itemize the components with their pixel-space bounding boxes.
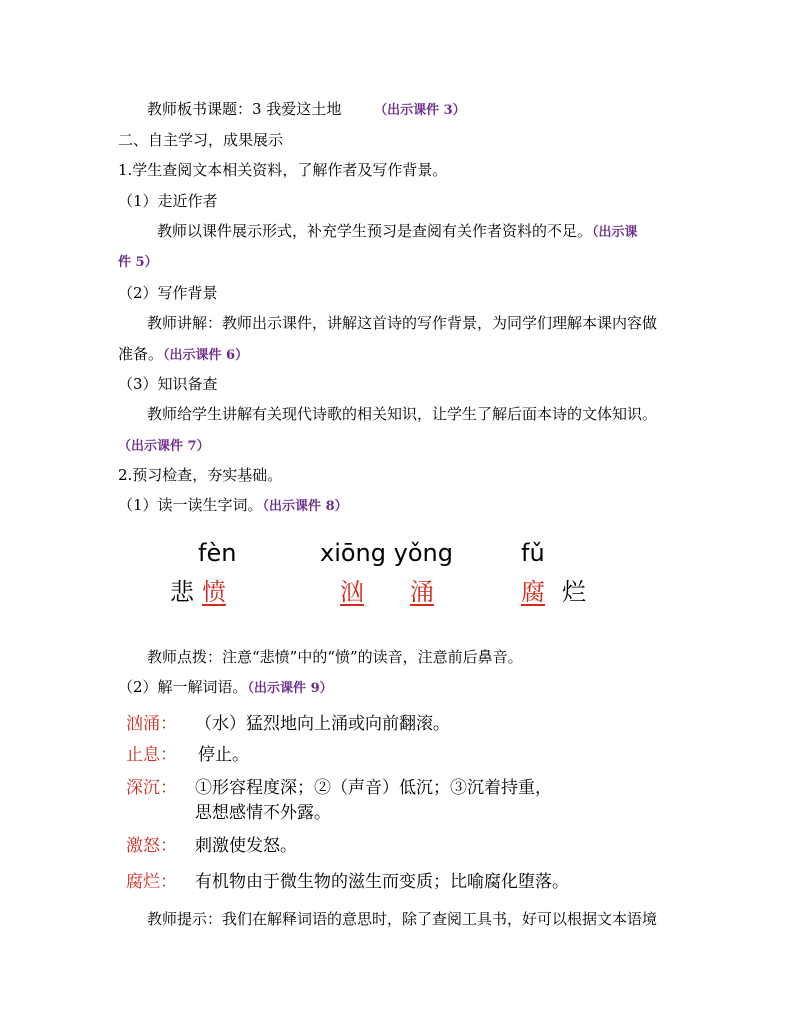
pinyin-fu: fǔ bbox=[521, 539, 545, 567]
glossary-term: 止息： bbox=[126, 745, 177, 765]
glossary-definition: ①形容程度深；②（声音）低沉；③沉着持重， bbox=[195, 778, 552, 798]
slide-cue: （出示课件 6） bbox=[163, 348, 249, 363]
lesson-title-line bbox=[147, 99, 466, 121]
sub-heading-author: （1）走近作者 bbox=[118, 192, 218, 210]
author-paragraph-line-2 bbox=[118, 251, 158, 273]
glossary-term: 汹涌： bbox=[126, 714, 177, 734]
sub-heading-knowledge: （3）知识备查 bbox=[118, 375, 218, 393]
glossary-definition: 停止。 bbox=[198, 745, 249, 765]
knowledge-paragraph-line-2 bbox=[118, 435, 210, 457]
sub-heading-read bbox=[118, 495, 348, 517]
char-lan: 烂 bbox=[562, 578, 586, 606]
slide-cue: （出示课件 7） bbox=[118, 439, 210, 454]
sub-heading-background: （2）写作背景 bbox=[118, 284, 218, 302]
sub-heading-explain-text: （2）解一解词语。 bbox=[118, 678, 248, 696]
slide-cue: （出示课件 9） bbox=[247, 681, 333, 696]
author-paragraph-line-1 bbox=[157, 221, 638, 243]
teacher-tip-context: 教师提示：我们在解释词语的意思时，除了查阅工具书，好可以根据文本语境 bbox=[147, 910, 658, 928]
step-heading-1: 1.学生查阅文本相关资料，了解作者及写作背景。 bbox=[118, 161, 448, 179]
char-bei: 悲 bbox=[170, 578, 194, 606]
char-xiong: 汹 bbox=[340, 578, 364, 606]
glossary-term: 深沉： bbox=[126, 778, 177, 798]
background-paragraph-line-1: 教师讲解：教师出示课件，讲解这首诗的写作背景，为同学们理解本课内容做 bbox=[147, 314, 658, 332]
lesson-title-text: 教师板书课题：3 我爱这土地 bbox=[147, 100, 342, 118]
background-paragraph-text: 准备。 bbox=[118, 345, 164, 363]
step-heading-2: 2.预习检查，夯实基础。 bbox=[118, 466, 283, 484]
knowledge-paragraph-line-1: 教师给学生讲解有关现代诗歌的相关知识，让学生了解后面本诗的文体知识。 bbox=[147, 405, 658, 423]
glossary-term: 激怒： bbox=[126, 836, 177, 856]
char-yong: 涌 bbox=[410, 578, 434, 606]
sub-heading-explain bbox=[118, 677, 333, 699]
author-paragraph-text: 教师以课件展示形式，补充学生预习是查阅有关作者资料的不足。 bbox=[157, 222, 593, 240]
glossary-definition-continued: 思想感情不外露。 bbox=[195, 803, 331, 823]
slide-cue: （出示课件 3） bbox=[374, 103, 466, 118]
slide-cue: （出示课 bbox=[592, 225, 638, 240]
slide-cue: （出示课件 8） bbox=[262, 499, 348, 514]
char-fen: 愤 bbox=[202, 578, 226, 606]
glossary-definition: （水）猛烈地向上涌或向前翻滚。 bbox=[195, 714, 450, 734]
pinyin-xiongyong: xiōng yǒng bbox=[320, 539, 453, 567]
glossary-term: 腐烂： bbox=[126, 872, 177, 892]
char-fu: 腐 bbox=[521, 578, 545, 606]
glossary-definition: 有机物由于微生物的滋生而变质；比喻腐化堕落。 bbox=[195, 872, 569, 892]
glossary-definition: 刺激使发怒。 bbox=[195, 836, 297, 856]
pinyin-fen: fèn bbox=[198, 539, 237, 567]
background-paragraph-line-2 bbox=[118, 344, 248, 366]
slide-cue: 件 5） bbox=[118, 255, 158, 270]
sub-heading-read-text: （1）读一读生字词。 bbox=[118, 496, 263, 514]
section-heading: 二、自主学习，成果展示 bbox=[118, 131, 284, 149]
teacher-tip-pronunciation: 教师点拨：注意“悲愤”中的“愤”的读音，注意前后鼻音。 bbox=[147, 648, 523, 666]
